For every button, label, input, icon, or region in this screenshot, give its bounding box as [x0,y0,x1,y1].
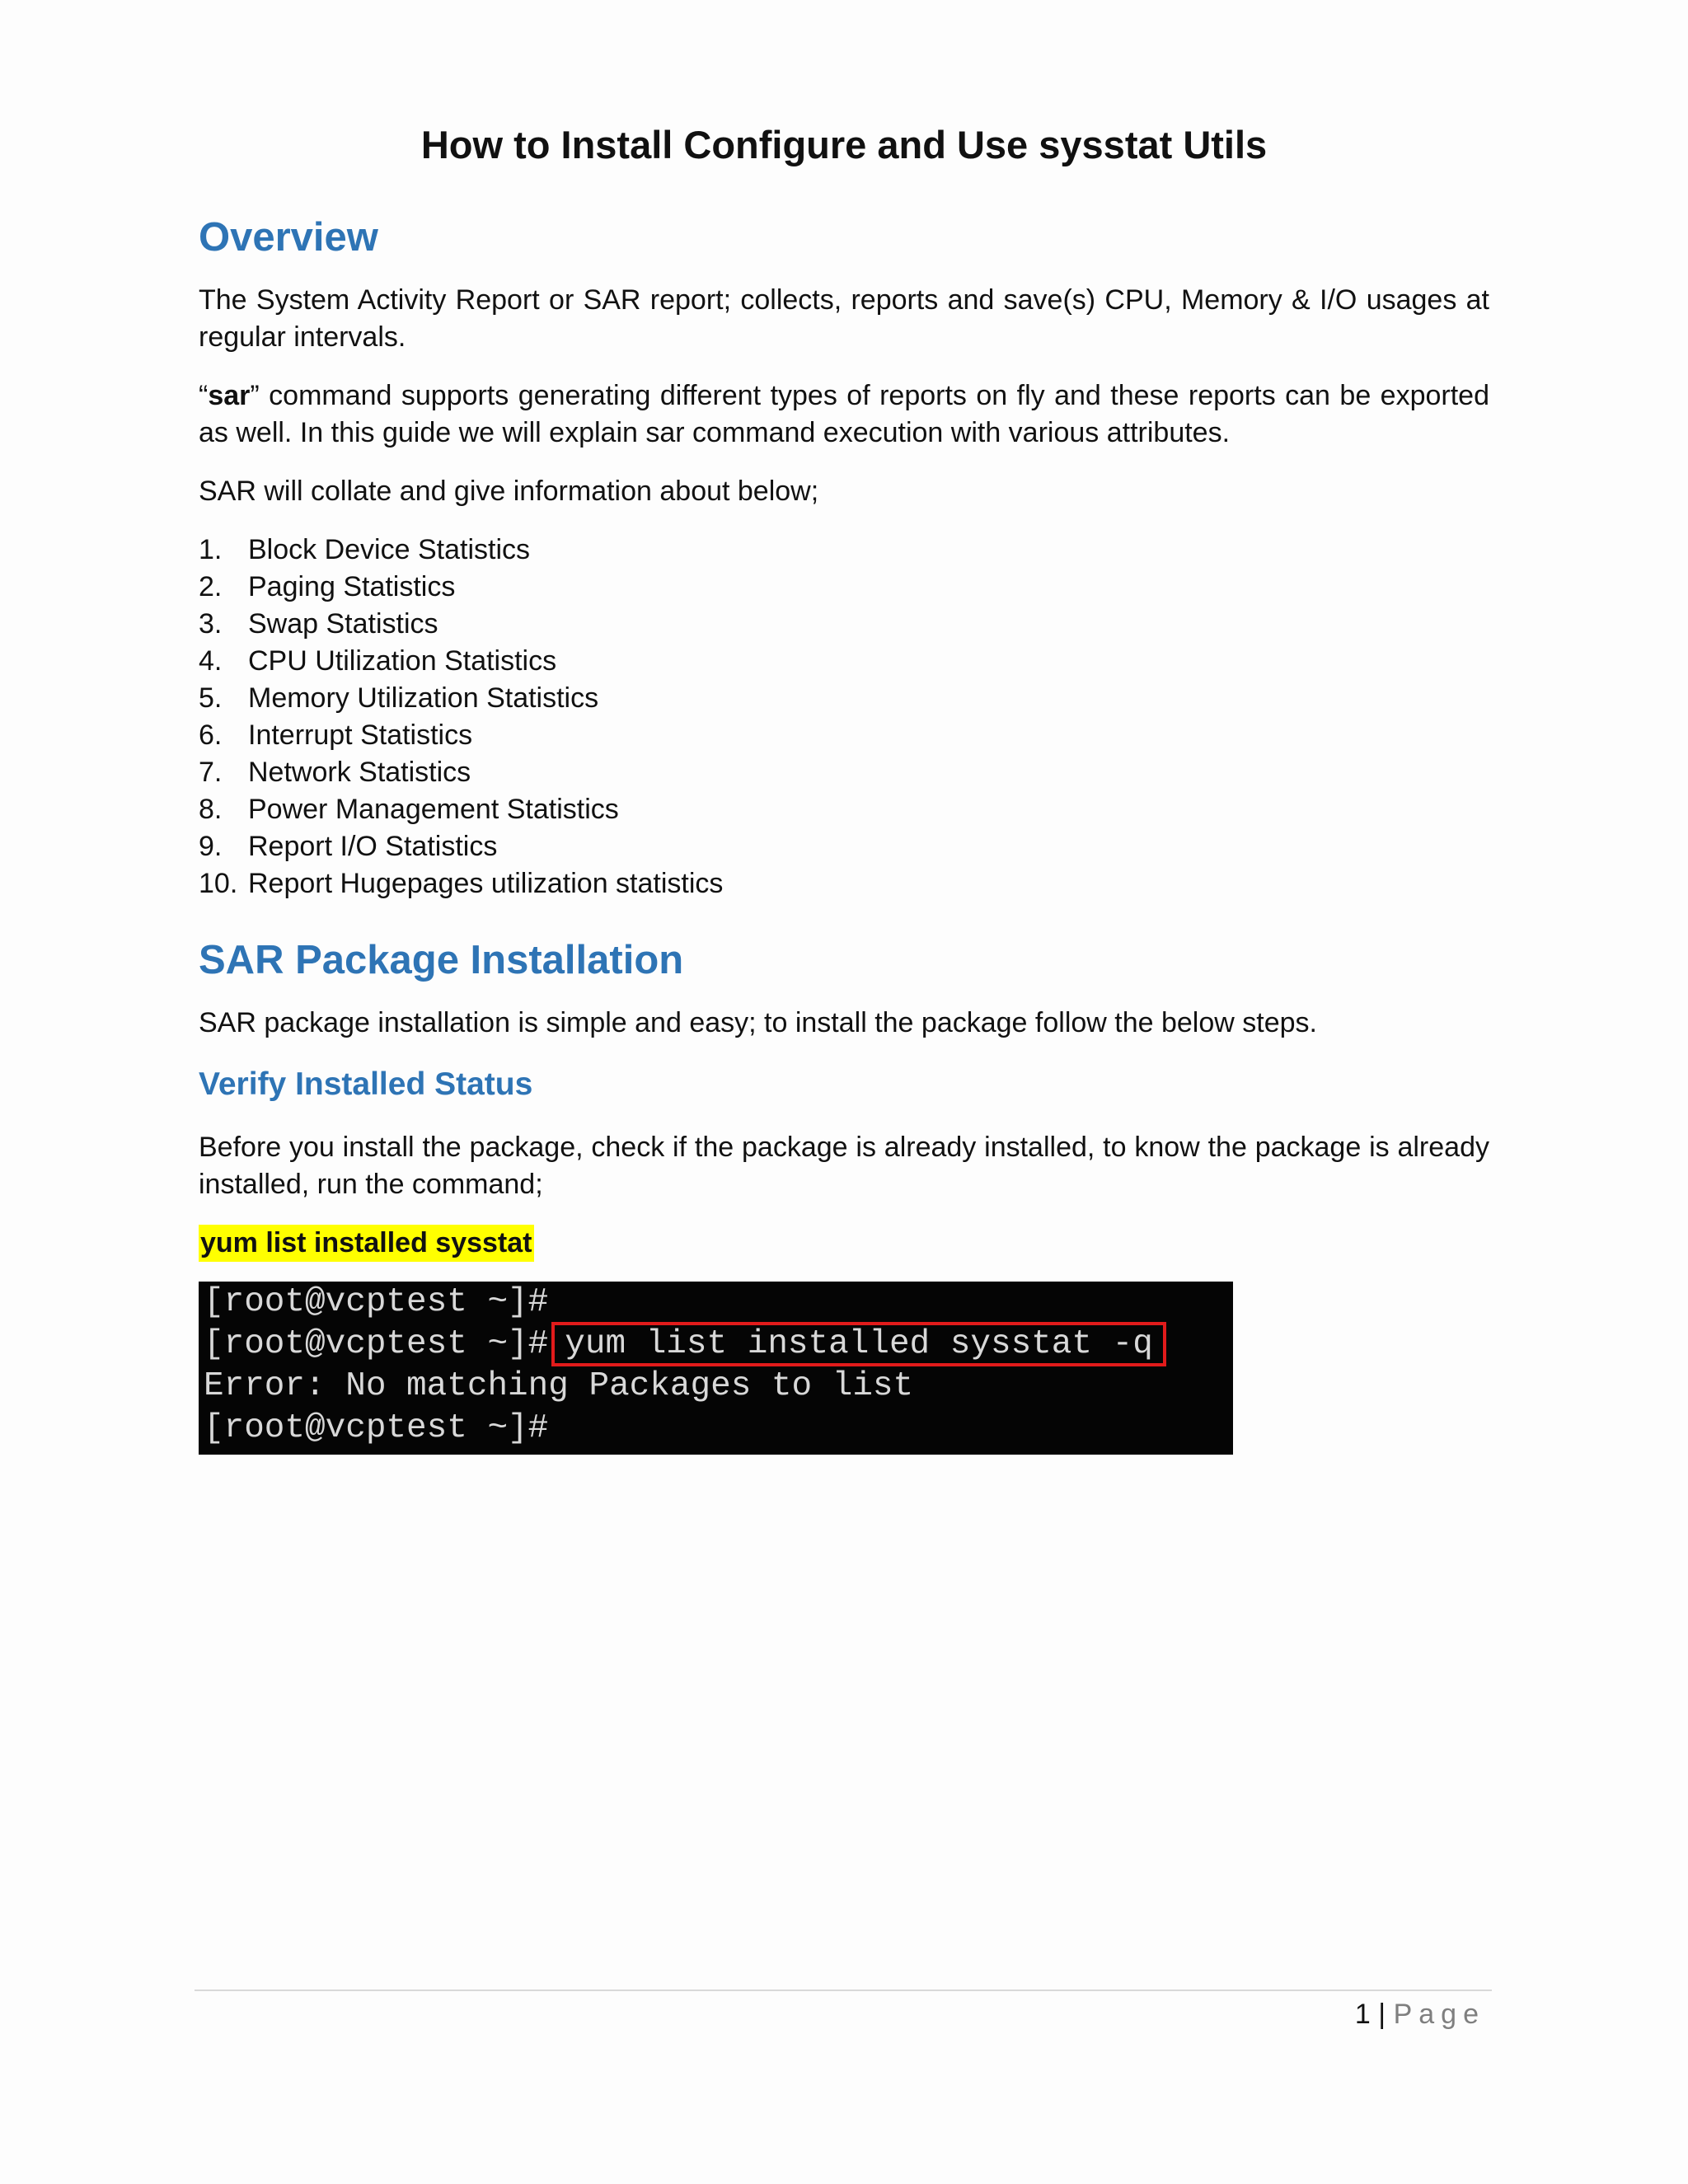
list-item-text: Paging Statistics [248,571,456,602]
document-body [199,115,1489,1455]
list-item-text: Memory Utilization Statistics [248,682,599,714]
page-footer [1355,1996,1485,2033]
overview-paragraph-2-text: ” command supports generating different types of reports on fly and these reports can be exported as well. In this guide we will explain sar command execution with various attributes. [199,380,1489,448]
list-item-text: Report Hugepages utilization statistics [248,868,724,899]
footer-divider [195,1990,1492,1991]
terminal-line: Error: No matching Packages to list [204,1367,914,1405]
list-item [199,717,1489,754]
list-item-text: Network Statistics [248,757,471,788]
statistics-list [199,532,1489,902]
list-item [199,532,1489,569]
list-item-text: Swap Statistics [248,608,438,640]
sar-bold: sar [208,380,251,411]
list-item [199,865,1489,902]
list-item-number: 3. [199,608,223,640]
list-item-text: Report I/O Statistics [248,831,498,862]
list-item-number: 7. [199,757,223,788]
list-item [199,606,1489,643]
list-item [199,828,1489,865]
list-item-text: CPU Utilization Statistics [248,645,557,677]
list-item-number: 10. [199,868,238,899]
overview-paragraph-2 [199,377,1489,452]
verify-paragraph: Before you install the package, check if the package is already installed, to know the package is already installed, run the command; [199,1132,1489,1200]
terminal-line: [root@vcptest ~]# [204,1283,549,1321]
list-item-text: Power Management Statistics [248,794,619,825]
command-line [199,1225,1489,1262]
list-item-number: 4. [199,645,223,677]
installation-paragraph: SAR package installation is simple and easy; to install the package follow the below steps. [199,1007,1317,1038]
overview-heading: Overview [199,215,378,260]
page-number: 1 [1354,1999,1371,2030]
list-item [199,643,1489,680]
overview-paragraph-3: SAR will collate and give information about below; [199,476,819,507]
list-item [199,754,1489,791]
list-item-number: 8. [199,794,223,825]
list-item-text: Interrupt Statistics [248,719,473,751]
terminal-highlighted-command: yum list installed sysstat -q [555,1325,1163,1363]
terminal-prompt: [root@vcptest ~]# [204,1325,549,1363]
terminal-line: [root@vcptest ~]# [204,1409,549,1447]
overview-paragraph-1: The System Activity Report or SAR report; collects, reports and save(s) CPU, Memory & I/O usages at regular intervals. [199,284,1489,353]
page-label: Page [1393,1999,1485,2030]
list-item-number: 6. [199,719,223,751]
list-item-number: 1. [199,534,223,565]
list-item [199,680,1489,717]
list-item [199,791,1489,828]
footer-separator: | [1378,1999,1386,2030]
terminal-screenshot [199,1282,1233,1455]
verify-heading: Verify Installed Status [199,1066,533,1102]
installation-heading: SAR Package Installation [199,938,684,982]
list-item [199,569,1489,606]
terminal-line [204,1324,1233,1366]
list-item-number: 9. [199,831,223,862]
list-item-number: 2. [199,571,223,602]
document-title: How to Install Configure and Use sysstat Utils [420,123,1268,166]
open-quote: “ [199,380,209,411]
highlighted-command: yum list installed sysstat [199,1225,534,1262]
list-item-number: 5. [199,682,223,714]
list-item-text: Block Device Statistics [248,534,530,565]
